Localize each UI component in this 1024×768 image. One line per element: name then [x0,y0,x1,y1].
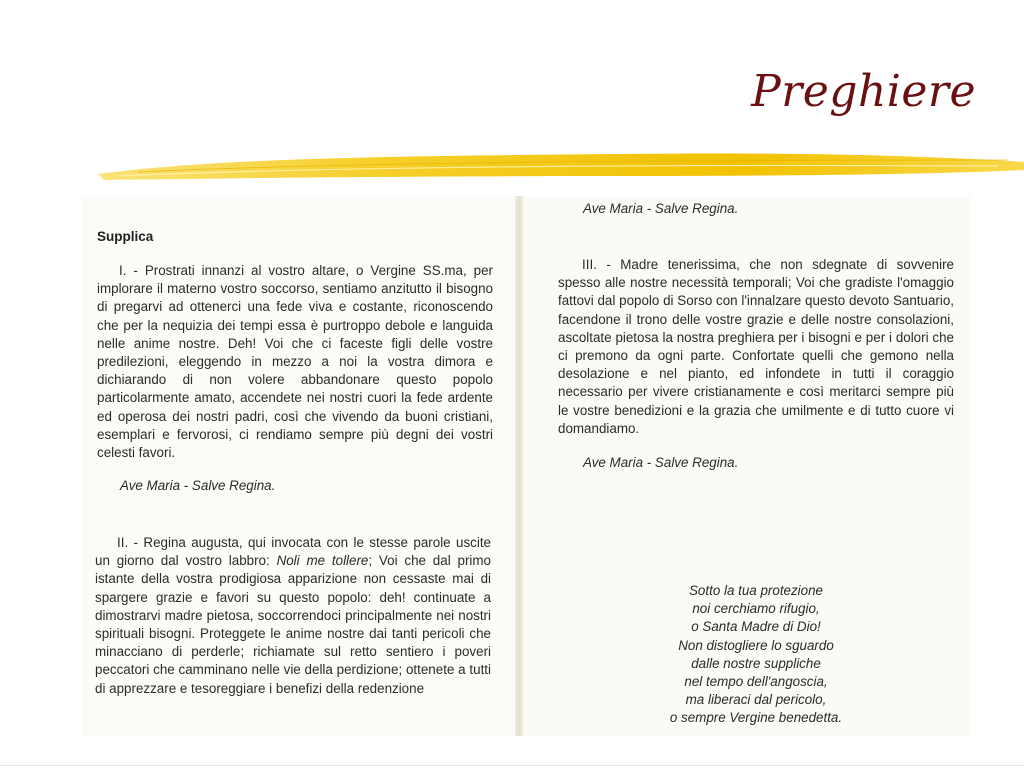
slide-title: Preghiere [751,66,976,117]
poem-line: ma liberaci dal pericolo, [685,692,827,708]
prayer-paragraph-3: III. - Madre tenerissima, che non sdegnate di sovvenire spesso alle nostre necessità temporali; Voi che gradiste l'omaggio fattovi dal popolo di Sorso con l'innalzare questo devoto Santuario, facendone il trono delle vostre grazie e delle nostre consolazioni, ascoltate pietosa la nostra preghiera per i bisogni e per i dolori che ci premono da ogni parte. Confortate quelli che gemono nella desolazione e nel pianto, ed infondete in tutti il coraggio necessario per vivere cristianamente e così meritarci sempre più le vostre benedizioni e la grazia che umilmente e di tutto cuore vi domandiamo. [558,257,954,436]
poem-line: Non distogliere lo sguardo [678,637,834,653]
ave-maria-line-1: Ave Maria - Salve Regina. [120,478,276,493]
poem-line: o sempre Vergine benedetta. [669,710,843,726]
sub-tuum-prayer [640,582,872,728]
poem-line: noi cerchiamo rifugio, [692,601,820,617]
ave-maria-line-top: Ave Maria - Salve Regina. [583,201,739,216]
yellow-brush-stroke [98,148,1024,188]
poem-line: nel tempo dell'angoscia, [684,674,828,690]
prayer-paragraph-2 [95,534,491,698]
paragraph-2-part-b: ; Voi che dal primo istante della vostra prodigiosa apparizione non cessaste mai di spargere grazie e favori su questo popolo: deh! continuate a dimostrarvi madre pietosa, soccorrendoci principalmente nei nostri spirituali bisogni. Proteggete le anime nostre dai tanti pericoli che minacciano di perderle; richiamate sul retto sentiero i poveri peccatori che camminano nelle vie della perdizione; ottenete a tutti di apprezzare e tesoreggiare i benefizi della redenzione [95,553,491,696]
paragraph-2-emphasis: Noli me tollere [276,553,369,569]
poem-line: o Santa Madre di Dio! [691,619,821,635]
prayer-paragraph-1: I. - Prostrati innanzi al vostro altare, o Vergine SS.ma, per implorare il materno vostro soccorso, sentiamo anzitutto il bisogno di pregarvi ad ottenerci una fede viva e costante, riconoscendo che per la nequizia dei tempi essa è purtroppo debole e languida nelle anime nostre. Deh! Voi che ci faceste figli delle vostre predilezioni, eleggendo in mezzo a noi la vostra dimora e dichiarando di non volere abbandonare questo popolo particolarmente amato, accendete nei nostri cuori la fede ardente ed operosa dei nostri padri, così che vivendo da buoni cristiani, esemplari e fervorosi, ci rendiamo sempre più degni dei vostri celesti favori. [97,263,493,461]
book-gutter [515,196,523,736]
poem-line: Sotto la tua protezione [689,583,823,598]
poem-line: dalle nostre suppliche [691,655,821,671]
supplica-heading: Supplica [97,229,154,244]
paragraph-2-part-a: II. - Regina augusta, qui invocata con le stesse parole uscite un giorno dal vostro labbro: [95,535,491,569]
ave-maria-line-3: Ave Maria - Salve Regina. [583,455,739,470]
bottom-divider [0,765,1024,766]
